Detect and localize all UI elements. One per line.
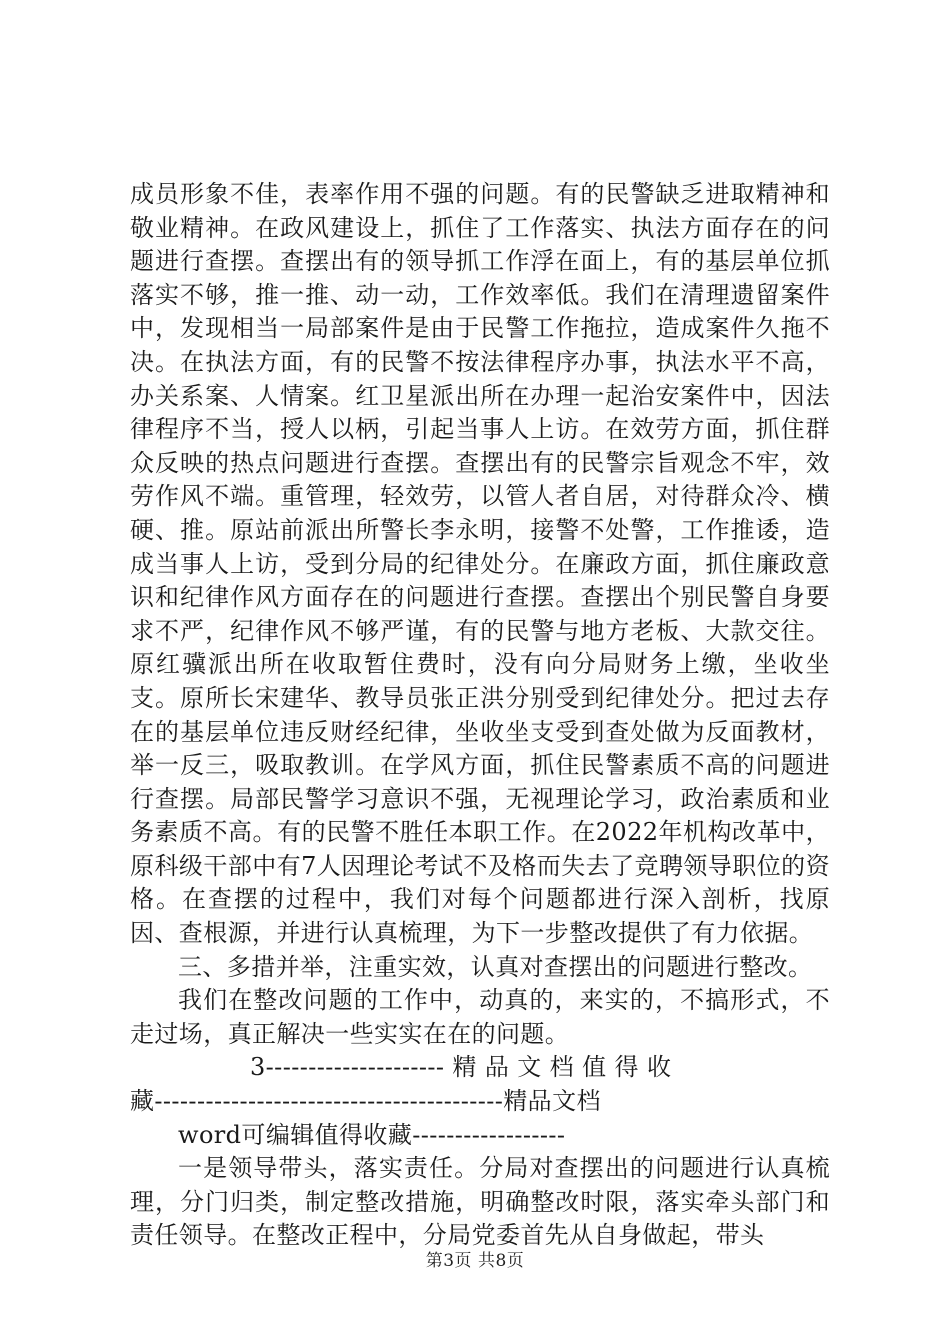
document-body	[130, 178, 830, 1253]
paragraph-2-heading: 三、多措并举，注重实效，认真对查摆出的问题进行整改。	[178, 952, 813, 981]
paragraph-4: 一是领导带头，落实责任。分局对查摆出的问题进行认真梳理，分门归类，制定整改措施，明确整改时限，落实牵头部门和责任领导。在整改正程中，分局党委首先从自身做起，带头	[130, 1154, 830, 1250]
paragraph-1: 成员形象不佳，表率作用不强的问题。有的民警缺乏进取精神和敬业精神。在政风建设上，抓住了工作落实、执法方面存在的问题进行查摆。查摆出有的领导抓工作浮在面上，有的基层单位抓落实不够，推一推、动一动，工作效率低。我们在清理遗留案件中，发现相当一局部案件是由于民警工作拖拉，造成案件久拖不决。在执法方面，有的民警不按法律程序办事，执法水平不高，办关系案、人情案。红卫星派出所在办理一起治安案件中，因法律程序不当，授人以柄，引起当事人上访。在效劳方面，抓住群众反映的热点问题进行查摆。查摆出有的民警宗旨观念不牢，效劳作风不端。重管理，轻效劳，以管人者自居，对待群众冷、横硬、推。原站前派出所警长李永明，接警不处警，工作推诿，造成当事人上访，受到分局的纪律处分。在廉政方面，抓住廉政意识和纪律作风方面存在的问题进行查摆。查摆出个别民警自身要求不严，纪律作风不够严谨，有的民警与地方老板、大款交往。原红骥派出所在收取暂住费时，没有向分局财务上缴，坐收坐支。原所长宋建华、教导员张正洪分别受到纪律处分。把过去存在的基层单位违反财经纪律，坐收坐支受到查处做为反面教材，举一反三，吸取教训。在学风方面，抓住民警素质不高的问题进行查摆。局部民警学习意识不强，无视理论学习，政治素质和业务素质不高。有的民警不胜任本职工作。在2022年机构改革中，原科级干部中有7人因理论考试不及格而失去了竞聘领导职位的资格。在查摆的过程中，我们对每个问题都进行深入剖析，找原因、查根源，并进行认真梳理，为下一步整改提供了有力依据。	[130, 180, 830, 948]
paragraph-3: 我们在整改问题的工作中，动真的，来实的，不搞形式，不走过场，真正解决一些实实在在的问题。	[130, 986, 830, 1048]
page-number: 第3页 共8页	[425, 1251, 525, 1271]
watermark-line-3: word可编辑值得收藏------------------	[178, 1120, 566, 1149]
watermark-line-1: 3--------------------- 精 品 文 档 值 得 收	[250, 1053, 672, 1082]
watermark-line-2: 藏-----------------------------------------精品文档	[130, 1087, 601, 1116]
